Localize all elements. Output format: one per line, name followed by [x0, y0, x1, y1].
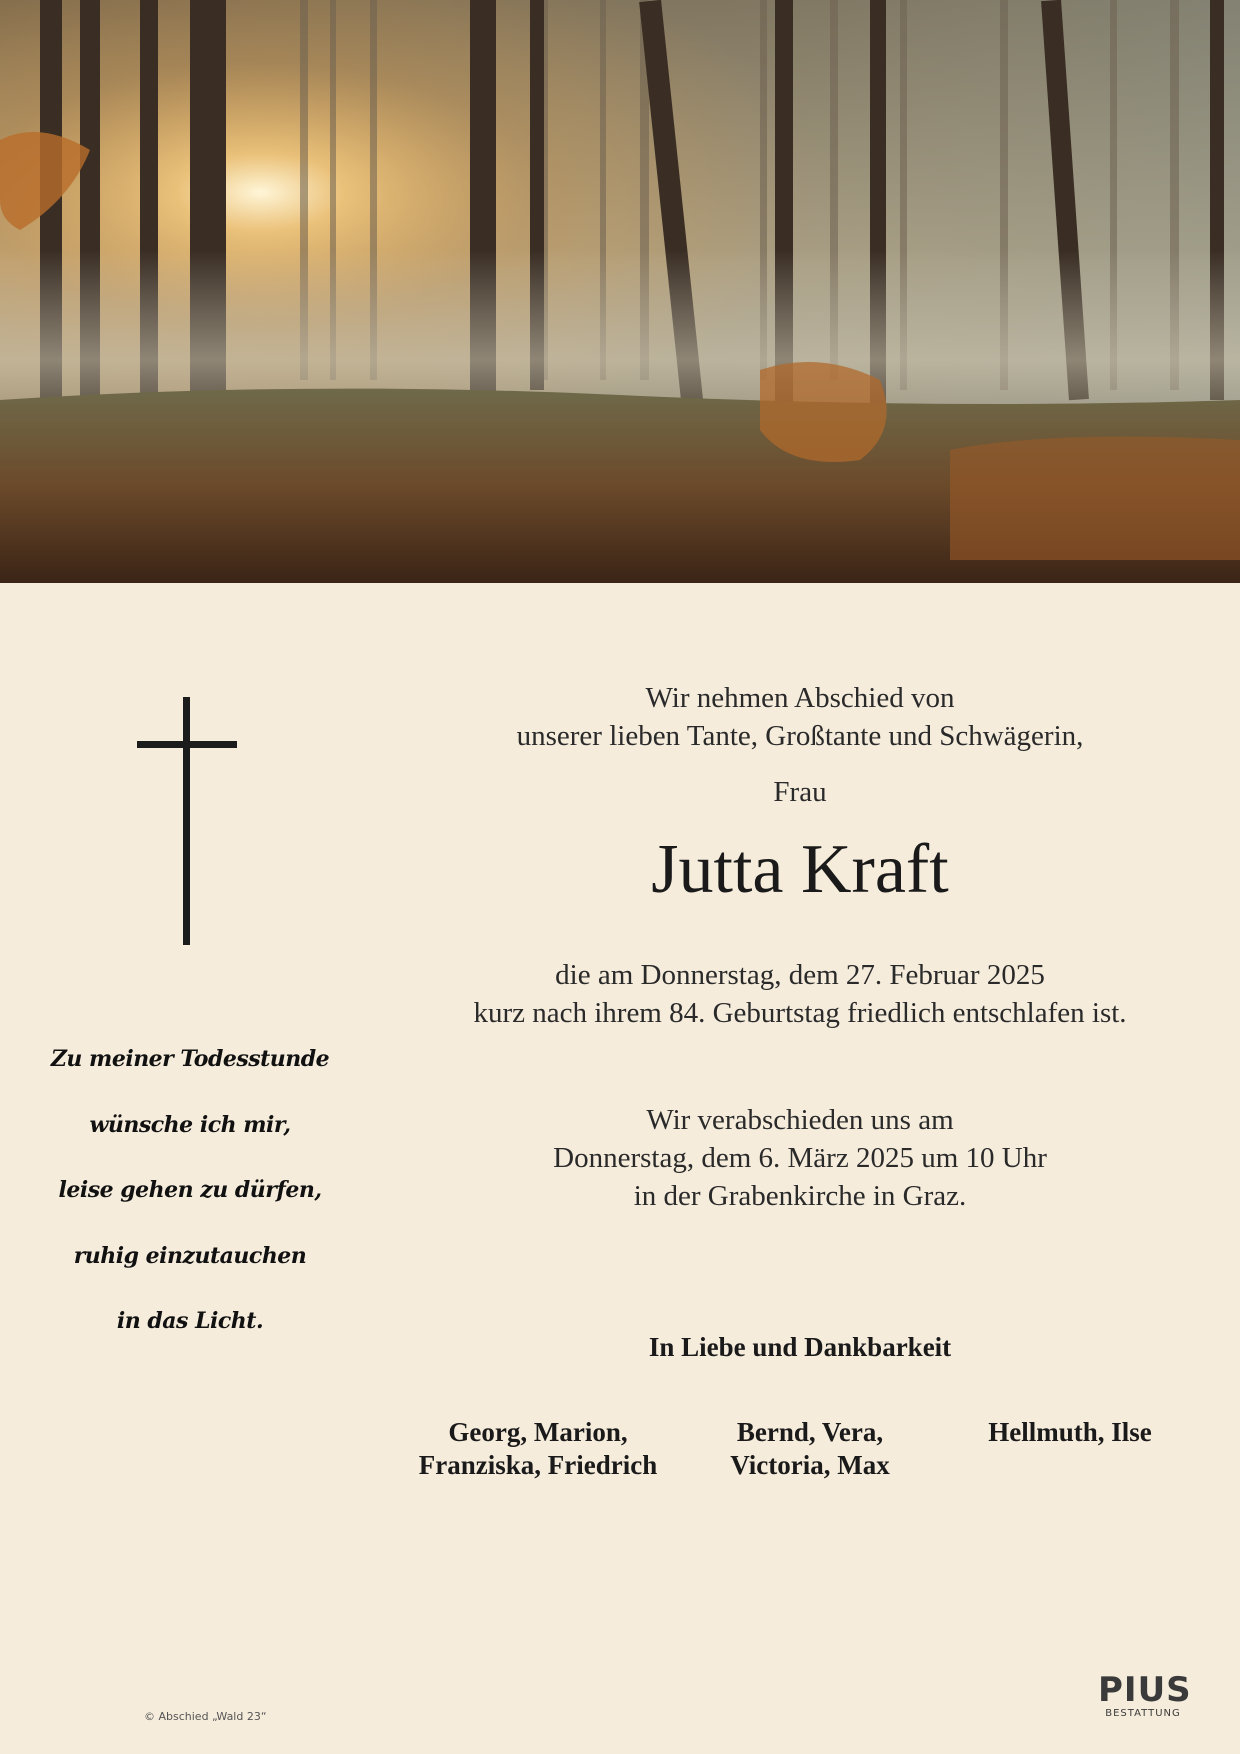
family-line: Georg, Marion, [448, 1417, 628, 1447]
closing-line: In Liebe und Dankbarkeit [648, 1332, 952, 1362]
latin-cross-icon [137, 697, 237, 945]
copyright-note: © Abschied „Wald 23“ [144, 1710, 267, 1723]
pius-logo [1098, 1670, 1192, 1720]
deceased-name: Jutta Kraft [651, 831, 949, 908]
forest-sunrise-image [0, 0, 1240, 583]
farewell-line: in der Grabenkirche in Graz. [633, 1180, 967, 1212]
family-line: Victoria, Max [730, 1450, 890, 1480]
intro-line: unserer lieben Tante, Großtante und Schwägerin, [516, 720, 1084, 752]
logo-subtitle: BESTATTUNG [1105, 1708, 1181, 1719]
poem-line: in das Licht. [116, 1308, 264, 1334]
intro-line: Wir nehmen Abschied von [645, 682, 955, 714]
family-group [700, 1416, 920, 1482]
poem [40, 1035, 340, 1363]
poem-line: leise gehen zu dürfen, [58, 1177, 322, 1203]
family-line: Hellmuth, Ilse [988, 1417, 1152, 1447]
death-line: kurz nach ihrem 84. Geburtstag friedlich entschlafen ist. [473, 997, 1127, 1029]
family-line: Bernd, Vera, [736, 1417, 884, 1447]
death-line: die am Donnerstag, dem 27. Februar 2025 [555, 959, 1045, 991]
poem-line: Zu meiner Todesstunde [50, 1046, 330, 1072]
farewell-line: Wir verabschieden uns am [646, 1104, 954, 1136]
poem-line: ruhig einzutauchen [73, 1242, 307, 1269]
family-group [960, 1416, 1180, 1449]
farewell-line: Donnerstag, dem 6. März 2025 um 10 Uhr [553, 1142, 1047, 1174]
logo-word: PIUS [1098, 1670, 1192, 1710]
poem-line: wünsche ich mir, [89, 1111, 291, 1138]
family-group [398, 1416, 678, 1482]
salutation: Frau [773, 776, 827, 808]
family-line: Franziska, Friedrich [418, 1450, 658, 1480]
